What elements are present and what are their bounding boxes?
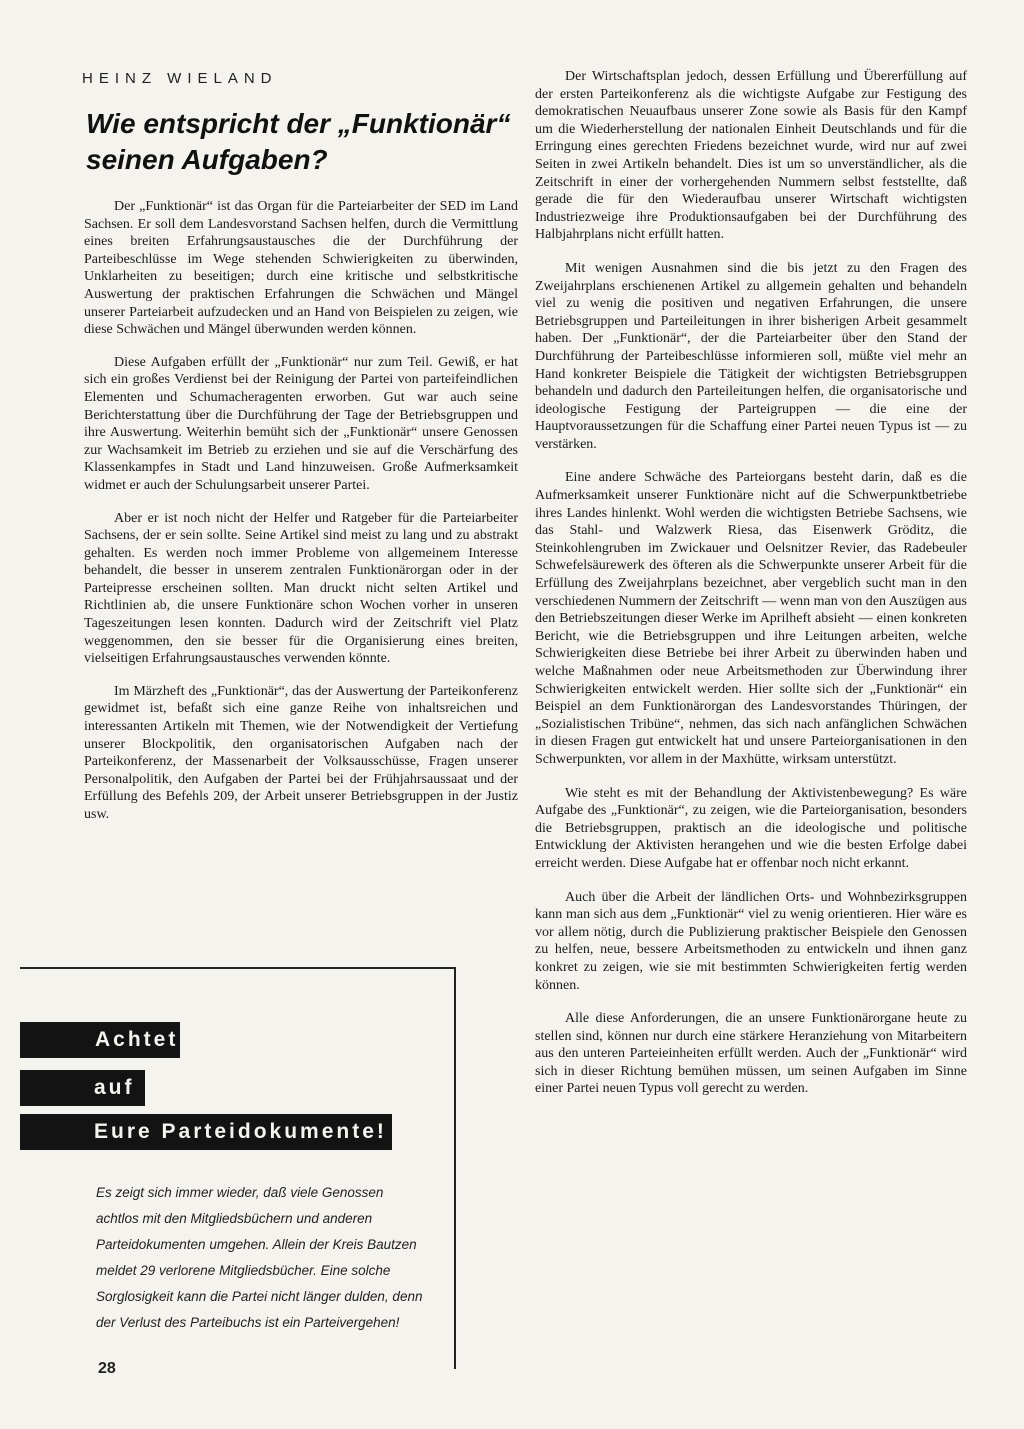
notice-text: Es zeigt sich immer wieder, daß viele Genossen achtlos mit den Mitgliedsbüchern und anderen Parteidokumenten umgehen. Allein der Kreis Bautzen meldet 29 verlorene Mitgliedsbücher. Eine solche Sorglosigkeit kann die Partei nicht länger dulden, denn der Verlust des Parteibuchs ist ein Parteivergehen! [96,1185,423,1330]
right-column [535,68,967,1114]
paragraph: Diese Aufgaben erfüllt der „Funktionär“ nur zum Teil. Gewiß, er hat sich ein großes Verdienst bei der Reinigung der Partei von parteifeindlichen Elementen und Schumacheragenten erworben. Gut war auch seine Berichterstattung über die Durchführung der Tage der Betriebsgruppen und ihre Auswertung. Weiterhin bemüht sich der „Funktionär“ unsere Genossen zur Wachsamkeit im Betrieb zu erziehen und sie auf die Verschärfung des Klassenkampfes in Stadt und Land hinzuweisen. Große Aufmerksamkeit widmet er auch der Schulungsarbeit unserer Partei. [84,354,518,493]
paragraph: Aber er ist noch nicht der Helfer und Ratgeber für die Parteiarbeiter Sachsens, der er sein sollte. Seine Artikel sind meist zu lang und zu abstrakt gehalten. Es werden noch immer Probleme von allgemeinem Interesse behandelt, die besser in unserem zentralen Funktionärorgan oder in der Parteipresse erscheinen sollten. Man druckt nicht selten Artikel und Richtlinien ab, die unsere Funktionäre schon Wochen vorher in unseren Tageszeitungen lesen konnten. Dadurch wird der Zeitschrift viel Platz weggenommen, den sie besser für die Organisierung eines breiten, vielseitigen Erfahrungsaustausches verwenden könnte. [84,510,518,667]
paragraph: Im Märzheft des „Funktionär“, das der Auswertung der Parteikonferenz gewidmet ist, befaßt sich eine ganze Reihe von inhaltsreichen und interessanten Artikeln mit Themen, wie der Notwendigkeit der Vertiefung unserer Blockpolitik, den organisatorischen Aufgaben nach der Parteikonferenz, der Massenarbeit der Volksausschüsse, Fragen unserer Personalpolitik, den Aufgaben der Partei bei der Frühjahrsaussaat und der Erfüllung des Befehls 209, der Arbeit unserer Betriebsgruppen in der Justiz usw. [84,683,518,822]
notice-heading-line-1: Achtet [20,1022,180,1058]
paragraph: Auch über die Arbeit der ländlichen Orts- und Wohnbezirksgruppen kann man sich aus dem „Funktionär“ viel zu wenig orientieren. Hier wäre es vor allem nötig, durch die Publizierung praktischer Beispiele den Genossen zu helfen, neue, bessere Arbeitsmethoden zu entwickeln und ihnen ganz konkret zu zeigen, wie sie mit bestimmten Schwierigkeiten fertig werden können. [535,889,967,993]
paragraph: Eine andere Schwäche des Parteiorgans besteht darin, daß es die Aufmerksamkeit unserer Funktionäre nicht auf die Schwerpunktbetriebe ihres Landes hinlenkt. Wohl werden die wichtigsten Betriebe Sachsens, wie das Stahl- und Walzwerk Riesa, das Eisenwerk Gröditz, die Steinkohlengruben im Zwickauer und Oelsnitzer Revier, das Radebeuler Schwefelsäurewerk des öfteren als die Schwerpunkte unserer Arbeit für die Erfüllung des Zweijahrplans bezeichnet, aber vergeblich sucht man in den verschiedenen Nummern der Zeitschrift — wenn man von den Auszügen aus den Betriebszeitungen dieser Werke im Aprilheft absieht — einen konkreten Bericht, wie die Betriebsgruppen und ihre Leitungen arbeiten, welche Schwierigkeiten diese Betriebe bei ihrer Arbeit zu überwinden haben und welche Maßnahmen oder neue Arbeitsmethoden zur Überwindung ihrer Schwierigkeiten entwickelt werden. Hier sollte sich der „Funktionär“ ein Beispiel an dem Funktionärorgan des Landesvorstandes Thüringen, der „Sozialistischen Tribüne“, nehmen, das sich nach anfänglichen Schwächen in diesen Fragen gut entwickelt hat und unsere Parteiorganisationen in den Schwerpunkten, vor allem in der Maxhütte, wirksam unterstützt. [535,470,967,767]
paragraph: Der „Funktionär“ ist das Organ für die Parteiarbeiter der SED im Land Sachsen. Er soll dem Landesvorstand Sachsen helfen, durch die Vermittlung eines breiten Erfahrungsaustausches die der Durchführung der Parteibeschlüsse im Wege stehenden Schwierigkeiten zu überwinden, Unklarheiten zu beseitigen; durch eine kritische und selbstkritische Auswertung der praktischen Erfahrungen die Schwächen und Mängel unserer Parteiarbeit aufzudecken und an Hand von Beispielen zu zeigen, wie diese Schwächen und Mängel überwunden werden können. [84,199,518,338]
article-title: Wie entspricht der „Funktionär“ seinen Aufgaben? [86,108,511,175]
left-column [84,198,518,839]
paragraph: Alle diese Anforderungen, die an unsere Funktionärorgane heute zu stellen sind, können nur durch eine stärkere Heranziehung von Mitarbeitern aus den unteren Parteieinheiten erfüllt werden. Auch der „Funktionär“ wird sich in dieser Richtung bemühen müssen, um seinen Aufgaben im Sinne einer Partei neuen Typus voll gerecht zu werden. [535,1011,967,1097]
page-number: 28 [98,1360,116,1377]
paragraph: Wie steht es mit der Behandlung der Aktivistenbewegung? Es wäre Aufgabe des „Funktionär“, zu zeigen, wie die Parteiorganisation, besonders die Betriebsgruppen, praktisch an die ideologische und politische Entwicklung der Aktivisten herangehen und wie die besten Erfolge dabei erreicht werden. Diese Aufgabe hat er offenbar noch nicht erkannt. [535,785,967,871]
notice-heading-line-3: Eure Parteidokumente! [20,1114,392,1150]
notice-heading-line-2: auf [20,1070,145,1106]
author-name: HEINZ WIELAND [82,70,278,87]
paragraph: Der Wirtschaftsplan jedoch, dessen Erfüllung und Übererfüllung auf der ersten Parteikonferenz als die wichtigste Aufgabe zur Festigung des demokratischen Neuaufbaus unserer Zone sowie als Basis für den Kampf um die Wiederherstellung der nationalen Einheit Deutschlands und für die Erringung eines gerechten Friedens bezeichnet wurde, wird nur auf zwei Seiten in zwei Artikeln behandelt. Dies ist um so unverständlicher, als die Zeitschrift in einer der vorhergehenden Nummern selbst feststellte, daß gerade die für den Wiederaufbau unserer Wirtschaft wichtigsten Industriezweige ihre Produktionsaufgaben bei der Durchführung des Halbjahrplans nicht erfüllt hatten. [535,69,967,243]
paragraph: Mit wenigen Ausnahmen sind die bis jetzt zu den Fragen des Zweijahrplans erschienenen Artikel zu allgemein gehalten und behandeln viel zu wenig die positiven und negativen Erfahrungen, die unsere Betriebsgruppen und Parteileitungen in ihrer bisherigen Arbeit gesammelt haben. Der „Funktionär“, der die Parteiarbeiter über den Stand der Durchführung der Parteibeschlüsse informieren soll, müßte viel mehr an Hand konkreter Beispiele die Tätigkeit der wichtigsten Betriebsgruppen behandeln und dadurch den Parteileitungen helfen, die organisatorische und ideologische Festigung der Parteigruppen — die eine der Hauptvoraussetzungen für die Schaffung einer Partei neuen Typus ist — zu verstärken. [535,260,967,452]
